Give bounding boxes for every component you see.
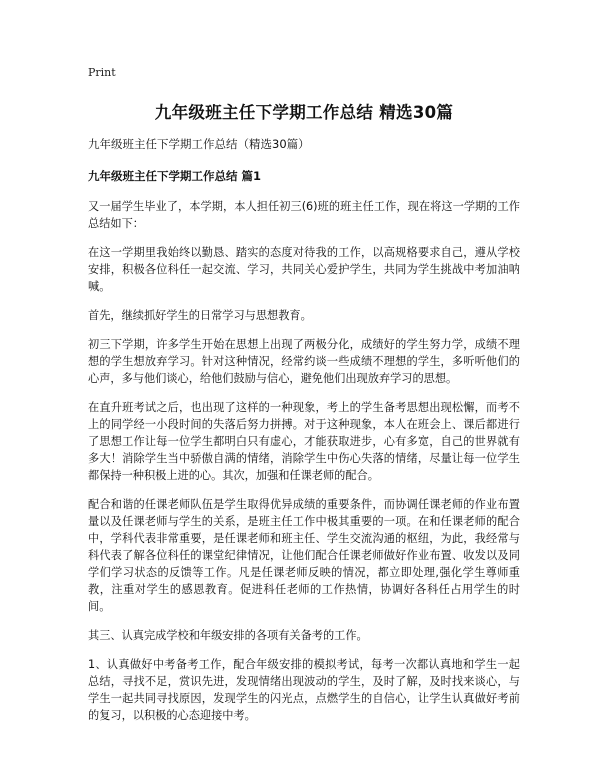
print-link[interactable]: Print [88,66,116,79]
paragraph: 1、认真做好中考备考工作，配合年级安排的模拟考试，每考一次都认真地和学生一起总结，寻找不足，赏识先进，发现情绪出现波动的学生，及时了解，及时找来谈心，与学生一起共同寻找原因，发现学生的闪光点，点燃学生的自信心，让学生认真做好考前的复习，以积极的心态迎接中考。 [88,658,520,722]
paragraph: 配合和谐的任课老师队伍是学生取得优异成绩的重要条件，而协调任课老师的作业布置量以及任课老师与学生的关系，是班主任工作中极其重要的一项。在和任课老师的配合中，学科代表非常重要，是任课老师和班主任、学生交流沟通的枢纽，为此，我经常与科代表了解各位科任的课堂纪律情况，让他们配合任课老师做好作业布置、收发以及同学们学习状态的反馈等工作。凡是任课老师反映的情况，都立即处理,强化学生尊师重教，注重对学生的感恩教育。促进科任老师的工作热情，协调好各科任占用学生的时间。 [88,498,520,613]
paragraph: 在直升班考试之后，也出现了这样的一种现象，考上的学生备考思想出现松懈，而考不上的同学经一小段时间的失落后努力拼搏。对于这种现象，本人在班会上、课后都进行了思想工作让每一位学生都明白只有虚心，才能获取进步，心有多宽，自己的世界就有多大！消除学生当中骄傲自满的情绪，消除学生中伤心失落的情绪，尽量让每一位学生都保持一种积极上进的心。其次，加强和任课老师的配合。 [88,401,520,482]
document-page [88,66,520,736]
paragraph: 首先，继续抓好学生的日常学习与思想教育。 [88,309,312,322]
document-subtitle: 九年级班主任下学期工作总结（精选30篇） [88,137,310,151]
paragraph: 在这一学期里我始终以勤恳、踏实的态度对待我的工作，以高规格要求自己，遵从学校安排，积极各位科任一起交流、学习，共同关心爱护学生，共同为学生挑战中考加油呐喊。 [88,246,520,293]
paragraph: 又一届学生毕业了，本学期，本人担任初三(6)班的班主任工作，现在将这一学期的工作总结如下： [88,200,520,230]
document-title: 九年级班主任下学期工作总结 精选30篇 [154,103,454,122]
paragraph: 其三、认真完成学校和年级安排的各项有关备考的工作。 [88,629,368,642]
section-heading: 九年级班主任下学期工作总结 篇1 [88,169,262,183]
paragraph: 初三下学期，许多学生开始在思想上出现了两极分化，成绩好的学生努力学，成绩不理想的学生想放弃学习。针对这种情况，经常约谈一些成绩不理想的学生，多听听他们的心声，多与他们谈心，给他们鼓励与信心，避免他们出现放弃学习的思想。 [88,338,520,385]
